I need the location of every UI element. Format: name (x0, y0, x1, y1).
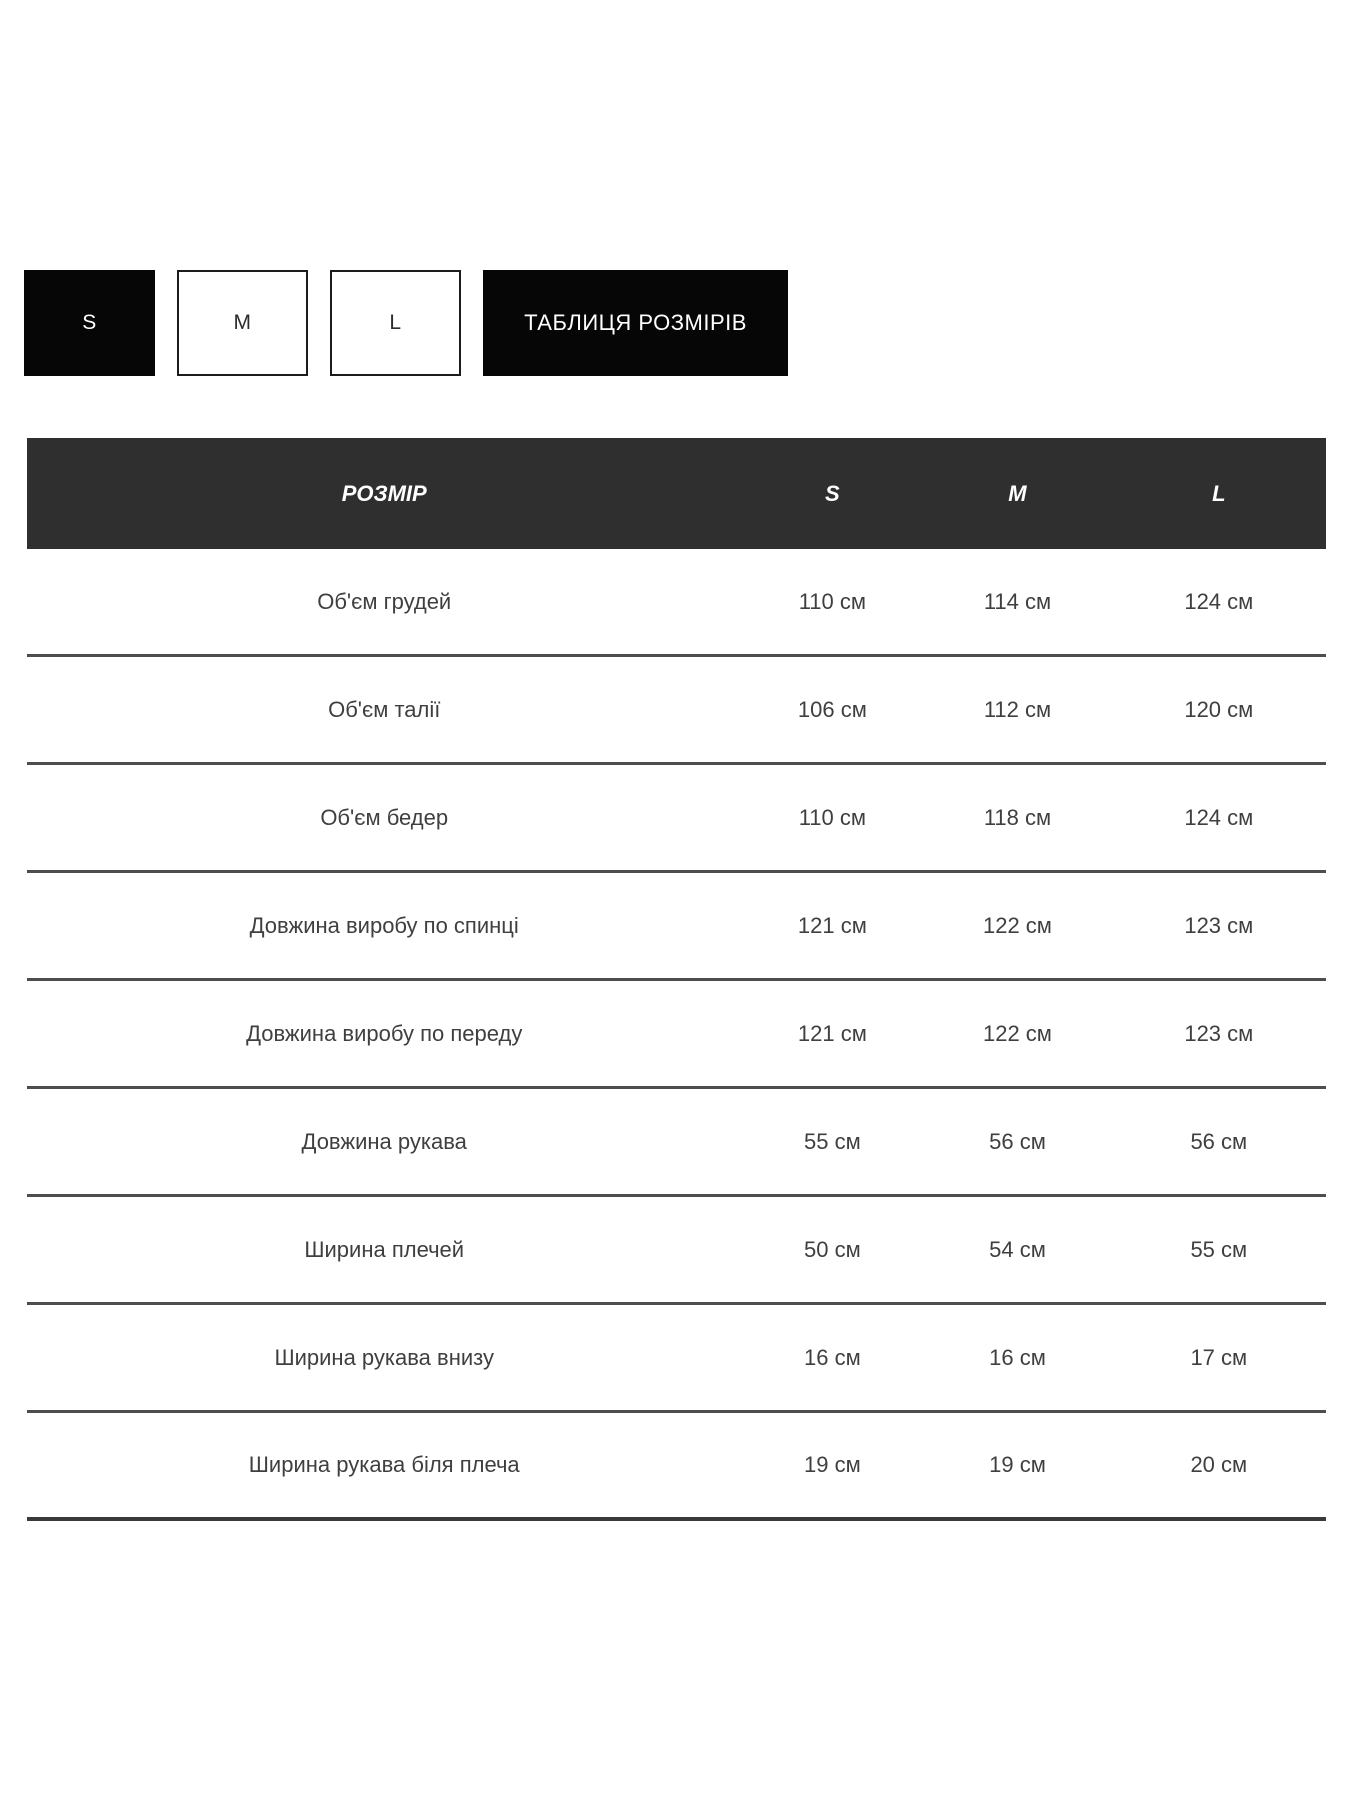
row-value-l: 56 см (1190, 1128, 1248, 1154)
size-option-l[interactable]: L (330, 270, 461, 376)
size-table-button[interactable]: ТАБЛИЦЯ РОЗМІРІВ (483, 270, 788, 376)
row-value-m: 56 см (989, 1128, 1046, 1154)
size-option-s[interactable]: S (24, 270, 155, 376)
row-value-l: 55 см (1190, 1236, 1248, 1262)
row-value-l: 123 см (1184, 912, 1254, 938)
header-measurement-label: РОЗМІР (341, 480, 427, 506)
row-value-m: 19 см (989, 1452, 1046, 1477)
row-measurement-label: Довжина виробу по переду (246, 1020, 523, 1046)
size-table (27, 438, 1326, 1521)
row-measurement-label: Об'єм грудей (317, 588, 452, 614)
table-row (27, 657, 1326, 765)
row-measurement-label: Довжина виробу по спинці (249, 912, 519, 938)
row-measurement-label: Ширина рукава внизу (274, 1344, 494, 1370)
row-value-l: 124 см (1184, 588, 1254, 614)
row-value-s: 110 см (798, 804, 867, 830)
row-value-s: 50 см (804, 1236, 861, 1262)
row-value-s: 106 см (797, 696, 867, 722)
row-value-l: 17 см (1190, 1344, 1248, 1370)
row-value-m: 16 см (989, 1344, 1046, 1370)
row-value-m: 122 см (982, 1020, 1052, 1046)
row-measurement-label: Об'єм бедер (320, 804, 449, 830)
row-value-m: 118 см (983, 804, 1052, 830)
header-size-s: S (825, 480, 840, 506)
header-size-m: M (1008, 480, 1027, 506)
header-size-l: L (1212, 480, 1226, 506)
row-value-s: 19 см (804, 1452, 861, 1477)
table-row (27, 765, 1326, 873)
row-value-s: 121 см (797, 912, 867, 938)
size-selector (24, 270, 788, 376)
table-row (27, 549, 1326, 657)
row-value-l: 123 см (1184, 1020, 1254, 1046)
row-value-m: 54 см (989, 1236, 1046, 1262)
table-row (27, 1413, 1326, 1521)
row-measurement-label: Довжина рукава (301, 1128, 467, 1154)
row-value-l: 120 см (1184, 696, 1254, 722)
row-value-l: 124 см (1184, 804, 1254, 830)
row-value-s: 55 см (804, 1128, 861, 1154)
row-measurement-label: Ширина плечей (304, 1236, 465, 1262)
row-measurement-label: Об'єм талії (328, 696, 441, 722)
table-row (27, 1089, 1326, 1197)
table-row (27, 1305, 1326, 1413)
row-value-s: 121 см (797, 1020, 867, 1046)
size-table-header-row (27, 438, 1326, 549)
row-value-s: 110 см (798, 588, 867, 614)
table-row (27, 873, 1326, 981)
row-value-l: 20 см (1190, 1452, 1248, 1477)
table-row (27, 981, 1326, 1089)
size-option-m[interactable]: M (177, 270, 308, 376)
size-table-body (27, 549, 1326, 1521)
row-measurement-label: Ширина рукава біля плеча (248, 1452, 520, 1477)
row-value-m: 114 см (983, 588, 1052, 614)
row-value-m: 122 см (982, 912, 1052, 938)
row-value-s: 16 см (804, 1344, 861, 1370)
row-value-m: 112 см (983, 696, 1052, 722)
table-row (27, 1197, 1326, 1305)
